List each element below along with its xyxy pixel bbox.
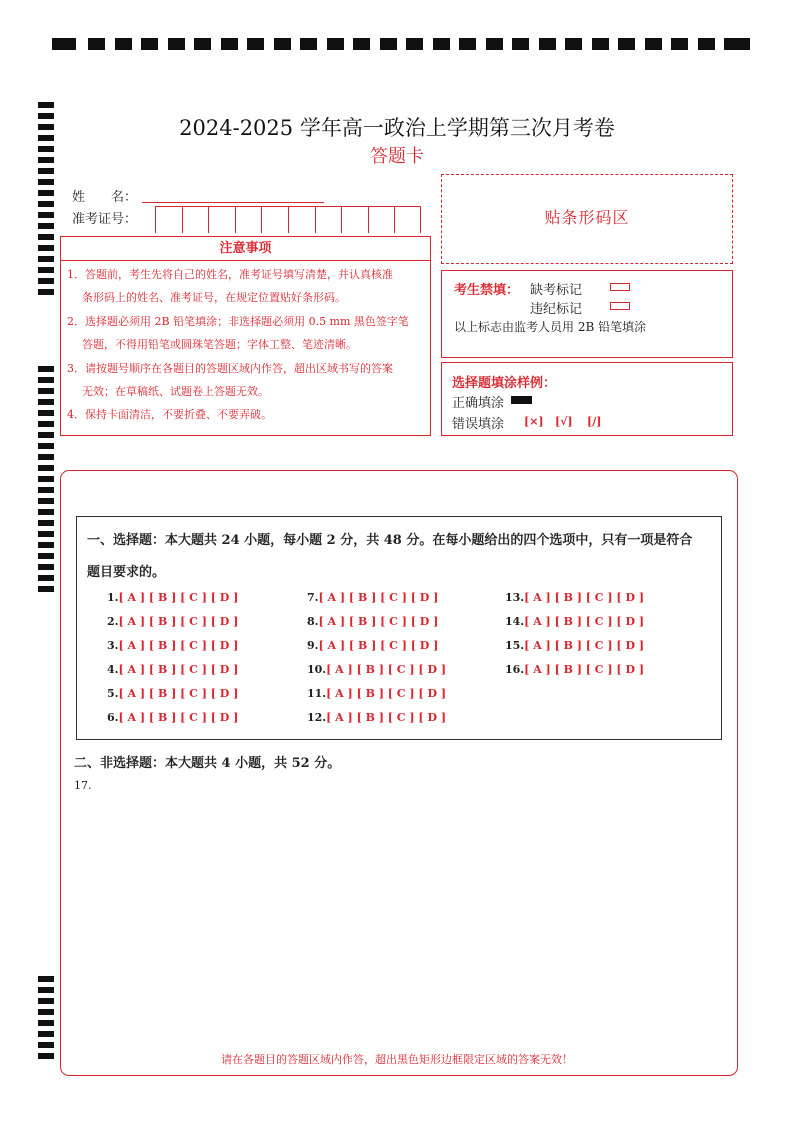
notice-item: 答题，不得用铅笔或圆珠笔答题；字体工整、笔迹清晰。 bbox=[82, 338, 357, 351]
timing-mark bbox=[38, 168, 54, 174]
exam-id-boxes[interactable] bbox=[155, 206, 421, 232]
multiple-choice-heading-cont: 题目要求的。 bbox=[87, 565, 166, 580]
timing-mark bbox=[38, 245, 54, 251]
timing-mark bbox=[539, 38, 556, 50]
fill-sample-title: 选择题填涂样例： bbox=[452, 376, 557, 391]
timing-mark bbox=[38, 531, 54, 537]
timing-mark bbox=[486, 38, 503, 50]
timing-mark bbox=[38, 976, 54, 982]
notice-title: 注意事项 bbox=[61, 237, 430, 261]
multiple-choice-heading: 一、选择题：本大题共 24 小题，每小题 2 分，共 48 分。在每小题给出的四个选项中，只有一项是符合 bbox=[87, 533, 693, 548]
timing-mark bbox=[247, 38, 264, 50]
timing-mark bbox=[38, 421, 54, 427]
timing-mark bbox=[433, 38, 450, 50]
mc-question[interactable]: 13.[ A ] [ B ] [ C ] [ D ] bbox=[505, 591, 645, 604]
timing-mark bbox=[38, 476, 54, 482]
id-digit-box[interactable] bbox=[315, 207, 342, 233]
correct-fill-sample bbox=[511, 396, 532, 404]
id-digit-box[interactable] bbox=[208, 207, 235, 233]
absent-mark-box[interactable] bbox=[610, 283, 630, 291]
id-digit-box[interactable] bbox=[155, 207, 182, 233]
timing-mark bbox=[38, 410, 54, 416]
id-digit-box[interactable] bbox=[261, 207, 288, 233]
timing-mark bbox=[38, 443, 54, 449]
timing-mark bbox=[565, 38, 582, 50]
notice-item: 条形码上的姓名、准考证号，在规定位置贴好条形码。 bbox=[82, 291, 346, 304]
mc-question[interactable]: 14.[ A ] [ B ] [ C ] [ D ] bbox=[505, 615, 645, 628]
barcode-area bbox=[441, 174, 733, 264]
violation-mark-label: 违纪标记 bbox=[530, 302, 583, 317]
timing-mark bbox=[618, 38, 635, 50]
id-digit-box[interactable] bbox=[288, 207, 315, 233]
timing-mark bbox=[38, 190, 54, 196]
timing-mark bbox=[38, 553, 54, 559]
timing-mark bbox=[38, 201, 54, 207]
question-17-label: 17. bbox=[74, 779, 92, 792]
timing-mark bbox=[300, 38, 317, 50]
multiple-choice-section bbox=[76, 516, 722, 740]
mc-question[interactable]: 7.[ A ] [ B ] [ C ] [ D ] bbox=[307, 591, 439, 604]
timing-mark bbox=[406, 38, 423, 50]
timing-mark bbox=[38, 454, 54, 460]
id-digit-box[interactable] bbox=[182, 207, 209, 233]
id-digit-box[interactable] bbox=[341, 207, 368, 233]
timing-mark bbox=[194, 38, 211, 50]
id-label: 准考证号： bbox=[72, 212, 138, 227]
timing-mark bbox=[38, 1020, 54, 1026]
notice-item: 2．选择题必须用 2B 铅笔填涂；非选择题必须用 0.5 mm 黑色签字笔 bbox=[67, 315, 409, 328]
id-digit-box[interactable] bbox=[368, 207, 395, 233]
notice-item: 4．保持卡面清洁，不要折叠、不要弄破。 bbox=[67, 408, 272, 421]
notice-item: 1．答题前，考生先将自己的姓名，准考证号填写清楚，并认真核准 bbox=[67, 268, 393, 281]
timing-mark bbox=[38, 542, 54, 548]
timing-mark bbox=[38, 465, 54, 471]
mc-question[interactable]: 3.[ A ] [ B ] [ C ] [ D ] bbox=[107, 639, 239, 652]
timing-mark bbox=[327, 38, 344, 50]
timing-mark bbox=[671, 38, 688, 50]
timing-mark bbox=[141, 38, 158, 50]
timing-mark bbox=[353, 38, 370, 50]
timing-mark bbox=[38, 212, 54, 218]
violation-mark-box[interactable] bbox=[610, 302, 630, 310]
left-timing-marks-lower bbox=[38, 976, 54, 1060]
timing-mark bbox=[52, 38, 76, 50]
timing-mark bbox=[38, 388, 54, 394]
timing-mark bbox=[38, 223, 54, 229]
timing-mark bbox=[38, 509, 54, 515]
notice-item: 3．请按题号顺序在各题目的答题区域内作答，超出区域书写的答案 bbox=[67, 362, 393, 375]
examiner-only-note: 以上标志由监考人员用 2B 铅笔填涂 bbox=[454, 320, 647, 334]
id-digit-box[interactable] bbox=[235, 207, 262, 233]
name-label: 姓 名： bbox=[72, 190, 138, 205]
timing-mark bbox=[38, 432, 54, 438]
mc-question[interactable]: 2.[ A ] [ B ] [ C ] [ D ] bbox=[107, 615, 239, 628]
timing-mark bbox=[38, 575, 54, 581]
timing-mark bbox=[512, 38, 529, 50]
timing-mark bbox=[698, 38, 715, 50]
timing-mark bbox=[459, 38, 476, 50]
non-multiple-choice-heading: 二、非选择题：本大题共 4 小题，共 52 分。 bbox=[74, 756, 341, 771]
timing-mark bbox=[38, 520, 54, 526]
timing-mark bbox=[168, 38, 185, 50]
wrong-fill-check: [√] bbox=[555, 415, 573, 428]
mc-question[interactable]: 16.[ A ] [ B ] [ C ] [ D ] bbox=[505, 663, 645, 676]
mc-question[interactable]: 15.[ A ] [ B ] [ C ] [ D ] bbox=[505, 639, 645, 652]
mc-question[interactable]: 4.[ A ] [ B ] [ C ] [ D ] bbox=[107, 663, 239, 676]
timing-mark bbox=[38, 256, 54, 262]
timing-mark bbox=[645, 38, 662, 50]
examiner-only-box bbox=[441, 270, 733, 358]
timing-mark bbox=[38, 564, 54, 570]
mc-question[interactable]: 11.[ A ] [ B ] [ C ] [ D ] bbox=[307, 687, 447, 700]
timing-mark bbox=[38, 278, 54, 284]
timing-mark bbox=[38, 102, 54, 108]
name-field[interactable] bbox=[142, 202, 324, 203]
timing-mark bbox=[274, 38, 291, 50]
page-subtitle: 答题卡 bbox=[370, 146, 424, 167]
timing-mark bbox=[38, 366, 54, 372]
correct-fill-label: 正确填涂 bbox=[452, 396, 505, 411]
timing-mark bbox=[38, 234, 54, 240]
mc-question[interactable]: 9.[ A ] [ B ] [ C ] [ D ] bbox=[307, 639, 439, 652]
wrong-fill-slash: [/] bbox=[587, 415, 602, 428]
timing-mark bbox=[38, 498, 54, 504]
timing-mark bbox=[221, 38, 238, 50]
barcode-label: 贴条形码区 bbox=[544, 208, 630, 227]
timing-mark bbox=[88, 38, 105, 50]
timing-mark bbox=[38, 289, 54, 295]
fill-sample-box bbox=[441, 362, 733, 436]
mc-question[interactable]: 12.[ A ] [ B ] [ C ] [ D ] bbox=[307, 711, 447, 724]
mc-question[interactable]: 8.[ A ] [ B ] [ C ] [ D ] bbox=[307, 615, 439, 628]
timing-mark bbox=[38, 399, 54, 405]
timing-mark bbox=[38, 487, 54, 493]
examiner-only-title: 考生禁填： bbox=[454, 283, 520, 298]
mc-question[interactable]: 10.[ A ] [ B ] [ C ] [ D ] bbox=[307, 663, 447, 676]
mc-question[interactable]: 6.[ A ] [ B ] [ C ] [ D ] bbox=[107, 711, 239, 724]
timing-mark bbox=[38, 267, 54, 273]
notice-item: 无效；在草稿纸、试题卷上答题无效。 bbox=[82, 385, 269, 398]
absent-mark-label: 缺考标记 bbox=[530, 283, 583, 298]
timing-mark bbox=[592, 38, 609, 50]
timing-mark bbox=[38, 1009, 54, 1015]
wrong-fill-label: 错误填涂 bbox=[452, 417, 505, 432]
timing-mark bbox=[38, 586, 54, 592]
timing-mark bbox=[115, 38, 132, 50]
footer-note: 请在各题目的答题区域内作答，超出黑色矩形边框限定区域的答案无效！ bbox=[221, 1053, 573, 1066]
timing-mark bbox=[38, 987, 54, 993]
timing-mark bbox=[724, 38, 750, 50]
id-digit-box[interactable] bbox=[394, 207, 421, 233]
timing-mark bbox=[38, 179, 54, 185]
top-timing-marks bbox=[52, 38, 750, 50]
timing-mark bbox=[38, 1042, 54, 1048]
notice-box bbox=[60, 236, 431, 436]
left-timing-marks-middle bbox=[38, 366, 54, 598]
timing-mark bbox=[38, 998, 54, 1004]
timing-mark bbox=[38, 377, 54, 383]
page-title: 2024-2025 学年高一政治上学期第三次月考卷 bbox=[179, 116, 615, 140]
wrong-fill-cross: [×] bbox=[524, 415, 544, 428]
mc-question[interactable]: 5.[ A ] [ B ] [ C ] [ D ] bbox=[107, 687, 239, 700]
mc-question[interactable]: 1.[ A ] [ B ] [ C ] [ D ] bbox=[107, 591, 239, 604]
timing-mark bbox=[38, 1031, 54, 1037]
timing-mark bbox=[380, 38, 397, 50]
